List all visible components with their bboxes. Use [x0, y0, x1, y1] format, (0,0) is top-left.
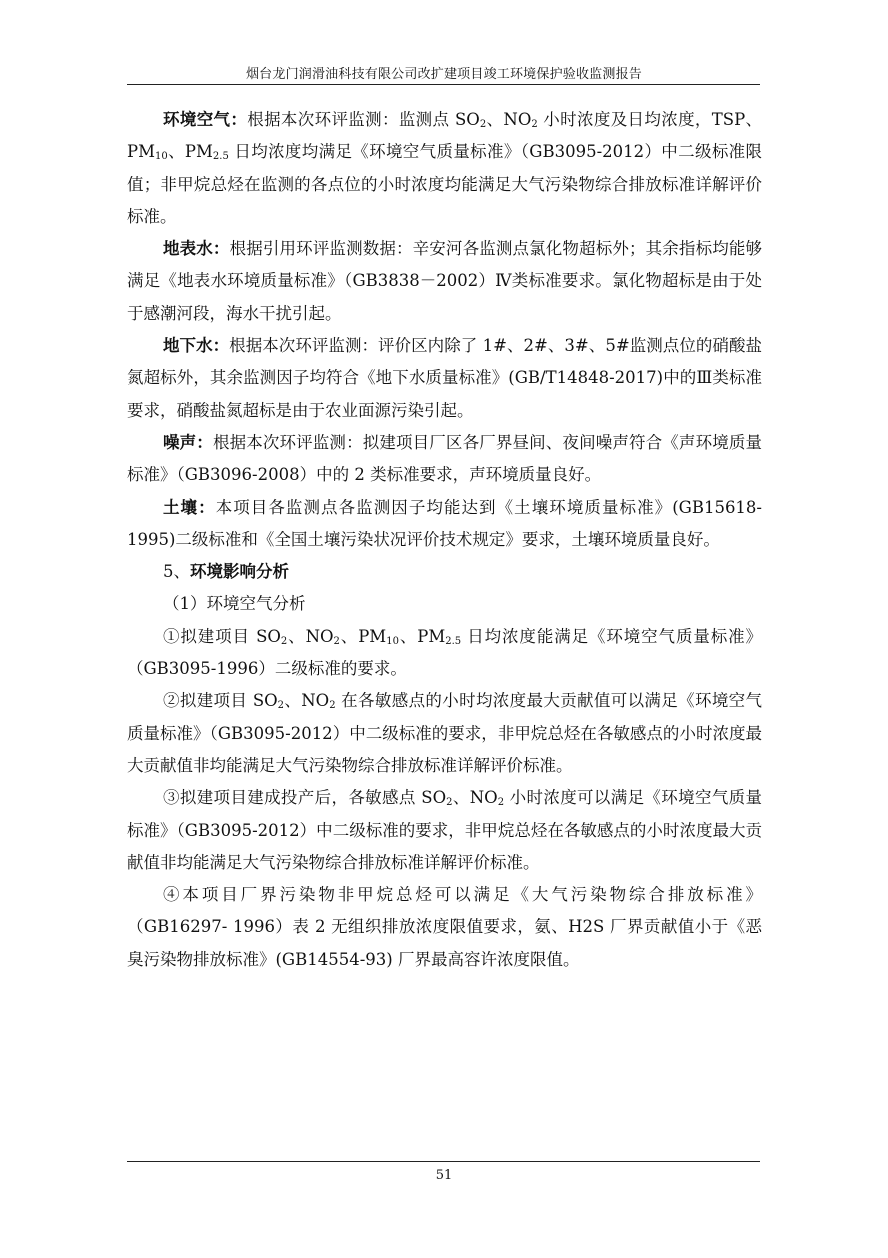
subscript: 2 [531, 119, 538, 130]
subscript: 10 [386, 635, 399, 647]
text-run: 根据本次环评监测：监测点 SO [247, 110, 480, 129]
text-run: 、PM [339, 626, 387, 646]
paragraph-noise [127, 427, 762, 492]
paragraph-ambient-air [127, 104, 762, 233]
subscript: 2 [277, 700, 285, 712]
footer-divider [127, 1161, 760, 1162]
subscript: 10 [155, 151, 168, 163]
subscript: 2 [333, 635, 340, 647]
subscript: 2 [329, 700, 336, 712]
list-item-3 [127, 782, 762, 879]
subscript: 2 [479, 119, 487, 130]
list-item-2 [127, 685, 762, 782]
subscript: 2.5 [212, 151, 229, 163]
header-divider [127, 84, 760, 85]
list-item-4: ④本项目厂界污染物非甲烷总烃可以满足《大气污染物综合排放标准》（GB16297- 1996）表 2 无组织排放浓度限值要求，氨、H2S 厂界贡献值小于《恶臭污染物排放标准》(GB14554-93) 厂界最高容许浓度限值。 [127, 885, 762, 969]
text-run: ②拟建项目 SO [163, 691, 278, 711]
paragraph-heading: 地下水： [163, 336, 230, 356]
paragraph-surface-water [127, 233, 762, 330]
text-run: 、PM [398, 626, 446, 646]
text-run: 日均浓度均满足《环境空气质量标准》（GB3095-2012）中二级标准限值；非甲烷总烃在监测的各点位的小时浓度均能满足大气污染物综合排放标准详解评价标准。 [127, 142, 763, 226]
text-run: ③拟建项目建成投产后，各敏感点 SO [163, 788, 447, 808]
subscript: 2 [280, 635, 288, 647]
section-heading [127, 556, 762, 588]
text-run: 、NO [284, 691, 330, 711]
list-item-1 [127, 621, 762, 686]
paragraph-heading: 土壤： [163, 497, 216, 517]
text-run: 、NO [486, 110, 532, 129]
running-header: 烟台龙门润滑油科技有限公司改扩建项目竣工环境保护验收监测报告 [245, 67, 642, 82]
text-run: 、PM [167, 142, 213, 162]
text-run: 、NO [287, 626, 334, 646]
paragraph-groundwater [127, 330, 762, 427]
paragraph-soil [127, 492, 762, 557]
text-run: 、NO [452, 788, 498, 808]
subscript: 2.5 [445, 635, 462, 647]
text-run: 小时浓度可以满足《环境空气质量标准》（GB3095-2012）中二级标准的要求，非甲烷总烃在各敏感点的小时浓度最大贡献值非均能满足大气污染物综合排放标准详解评价标准。 [127, 788, 763, 872]
text-run: 根据本次环评监测：评价区内除了 1#、2#、3#、5#监测点位的硝酸盐氮超标外，其余监测因子均符合《地下水质量标准》(GB/T14848-2017)中的Ⅲ类标准要求，硝酸盐氮超标是由于农业面源污染引起。 [127, 336, 762, 420]
document-body [127, 104, 762, 976]
paragraph-heading: 环境空气： [163, 110, 248, 129]
text-run: 本项目各监测点各监测因子均能达到《土壤环境质量标准》(GB15618-1995)二级标准和《全国土壤污染状况评价技术规定》要求，土壤环境质量良好。 [127, 497, 763, 549]
section-title: 环境影响分析 [190, 562, 289, 582]
text-run: ①拟建项目 SO [163, 626, 281, 646]
subscript: 2 [497, 797, 505, 809]
paragraph-heading: 地表水： [163, 239, 230, 259]
subsection-heading: （1）环境空气分析 [163, 594, 306, 614]
text-run: 在各敏感点的小时均浓度最大贡献值可以满足《环境空气质量标准》（GB3095-2012）中二级标准的要求，非甲烷总烃在各敏感点的小时浓度最大贡献值非均能满足大气污染物综合排放标准详解评价标准。 [127, 691, 763, 775]
text-run: 小时浓度及日均浓度，TSP、PM [127, 110, 763, 162]
text-run: 根据引用环评监测数据：辛安河各监测点氯化物超标外；其余指标均能够满足《地表水环境质量标准》（GB3838－2002）Ⅳ类标准要求。氯化物超标是由于处于感潮河段，海水干扰引起。 [127, 239, 763, 323]
text-run: 根据本次环评监测：拟建项目厂区各厂界昼间、夜间噪声符合《声环境质量标准》（GB3096-2008）中的 2 类标准要求，声环境质量良好。 [127, 432, 763, 485]
section-number: 5、 [163, 562, 190, 582]
page-number: 51 [435, 1168, 453, 1183]
paragraph-heading: 噪声： [163, 432, 213, 452]
text-run: 日均浓度能满足《环境空气质量标准》（GB3095-1996）二级标准的要求。 [127, 626, 763, 679]
subscript: 2 [446, 797, 453, 809]
